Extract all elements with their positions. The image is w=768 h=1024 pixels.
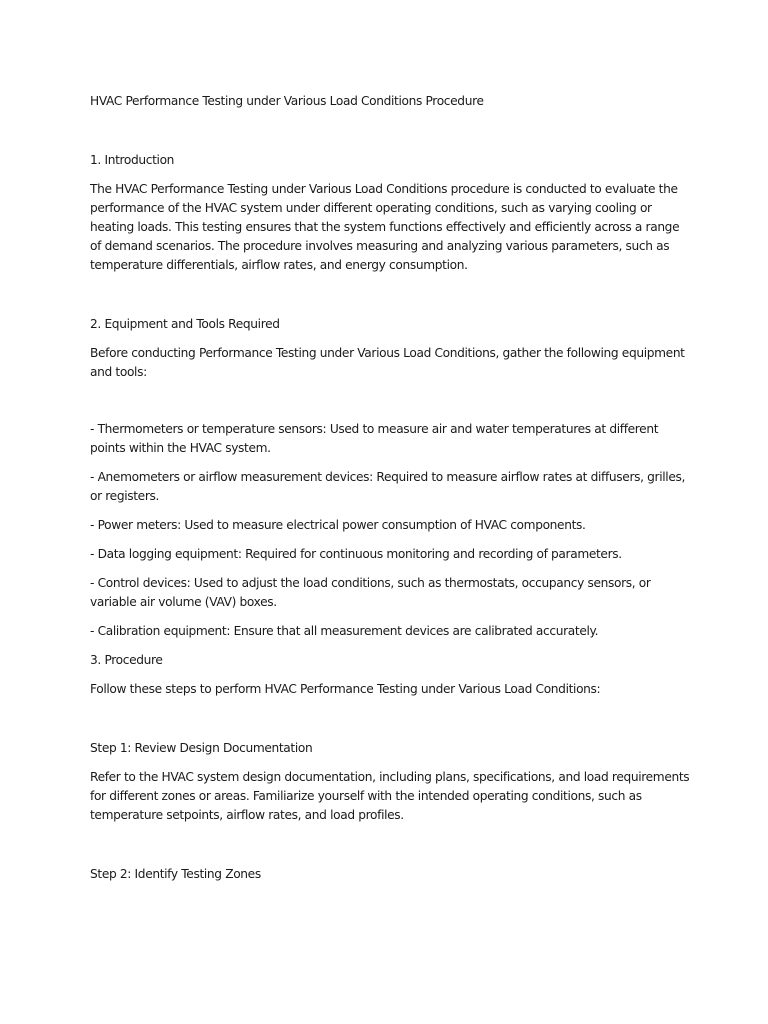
- step-paragraph-review-design: Refer to the HVAC system design documentation, including plans, specifications, and load requirements for different zones or areas. Familiarize yourself with the intended operating conditions, such as temperature setpoints, airflow rates, and load profiles.: [90, 770, 690, 822]
- section-heading-equipment: 2. Equipment and Tools Required: [90, 317, 280, 331]
- step-heading-identify-zones: Step 2: Identify Testing Zones: [90, 867, 261, 881]
- document-title: HVAC Performance Testing under Various Load Conditions Procedure: [90, 94, 484, 108]
- step-heading-review-design: Step 1: Review Design Documentation: [90, 741, 313, 755]
- section-heading-introduction: 1. Introduction: [90, 153, 175, 167]
- equipment-list-item: - Power meters: Used to measure electrical power consumption of HVAC components.: [90, 518, 586, 532]
- equipment-list-item: - Calibration equipment: Ensure that all measurement devices are calibrated accurately.: [90, 624, 599, 638]
- equipment-list-item: - Anemometers or airflow measurement devices: Required to measure airflow rates at diffusers, grilles, or registers.: [90, 470, 685, 503]
- document-body: [90, 92, 690, 894]
- equipment-list-item: - Data logging equipment: Required for continuous monitoring and recording of parameters.: [90, 547, 622, 561]
- equipment-list-item: - Thermometers or temperature sensors: Used to measure air and water temperatures at different points within the HVAC system.: [90, 422, 659, 455]
- procedure-intro-paragraph: Follow these steps to perform HVAC Performance Testing under Various Load Conditions:: [90, 682, 601, 696]
- equipment-intro-paragraph: Before conducting Performance Testing under Various Load Conditions, gather the following equipment and tools:: [90, 346, 685, 379]
- introduction-paragraph: The HVAC Performance Testing under Various Load Conditions procedure is conducted to evaluate the performance of the HVAC system under different operating conditions, such as varying cooling or heating loads. This testing ensures that the system functions effectively and efficiently across a range of demand scenarios. The procedure involves measuring and analyzing various parameters, such as temperature differentials, airflow rates, and energy consumption.: [90, 182, 680, 272]
- equipment-list-item: - Control devices: Used to adjust the load conditions, such as thermostats, occupancy sensors, or variable air volume (VAV) boxes.: [90, 576, 651, 609]
- section-heading-procedure: 3. Procedure: [90, 653, 163, 667]
